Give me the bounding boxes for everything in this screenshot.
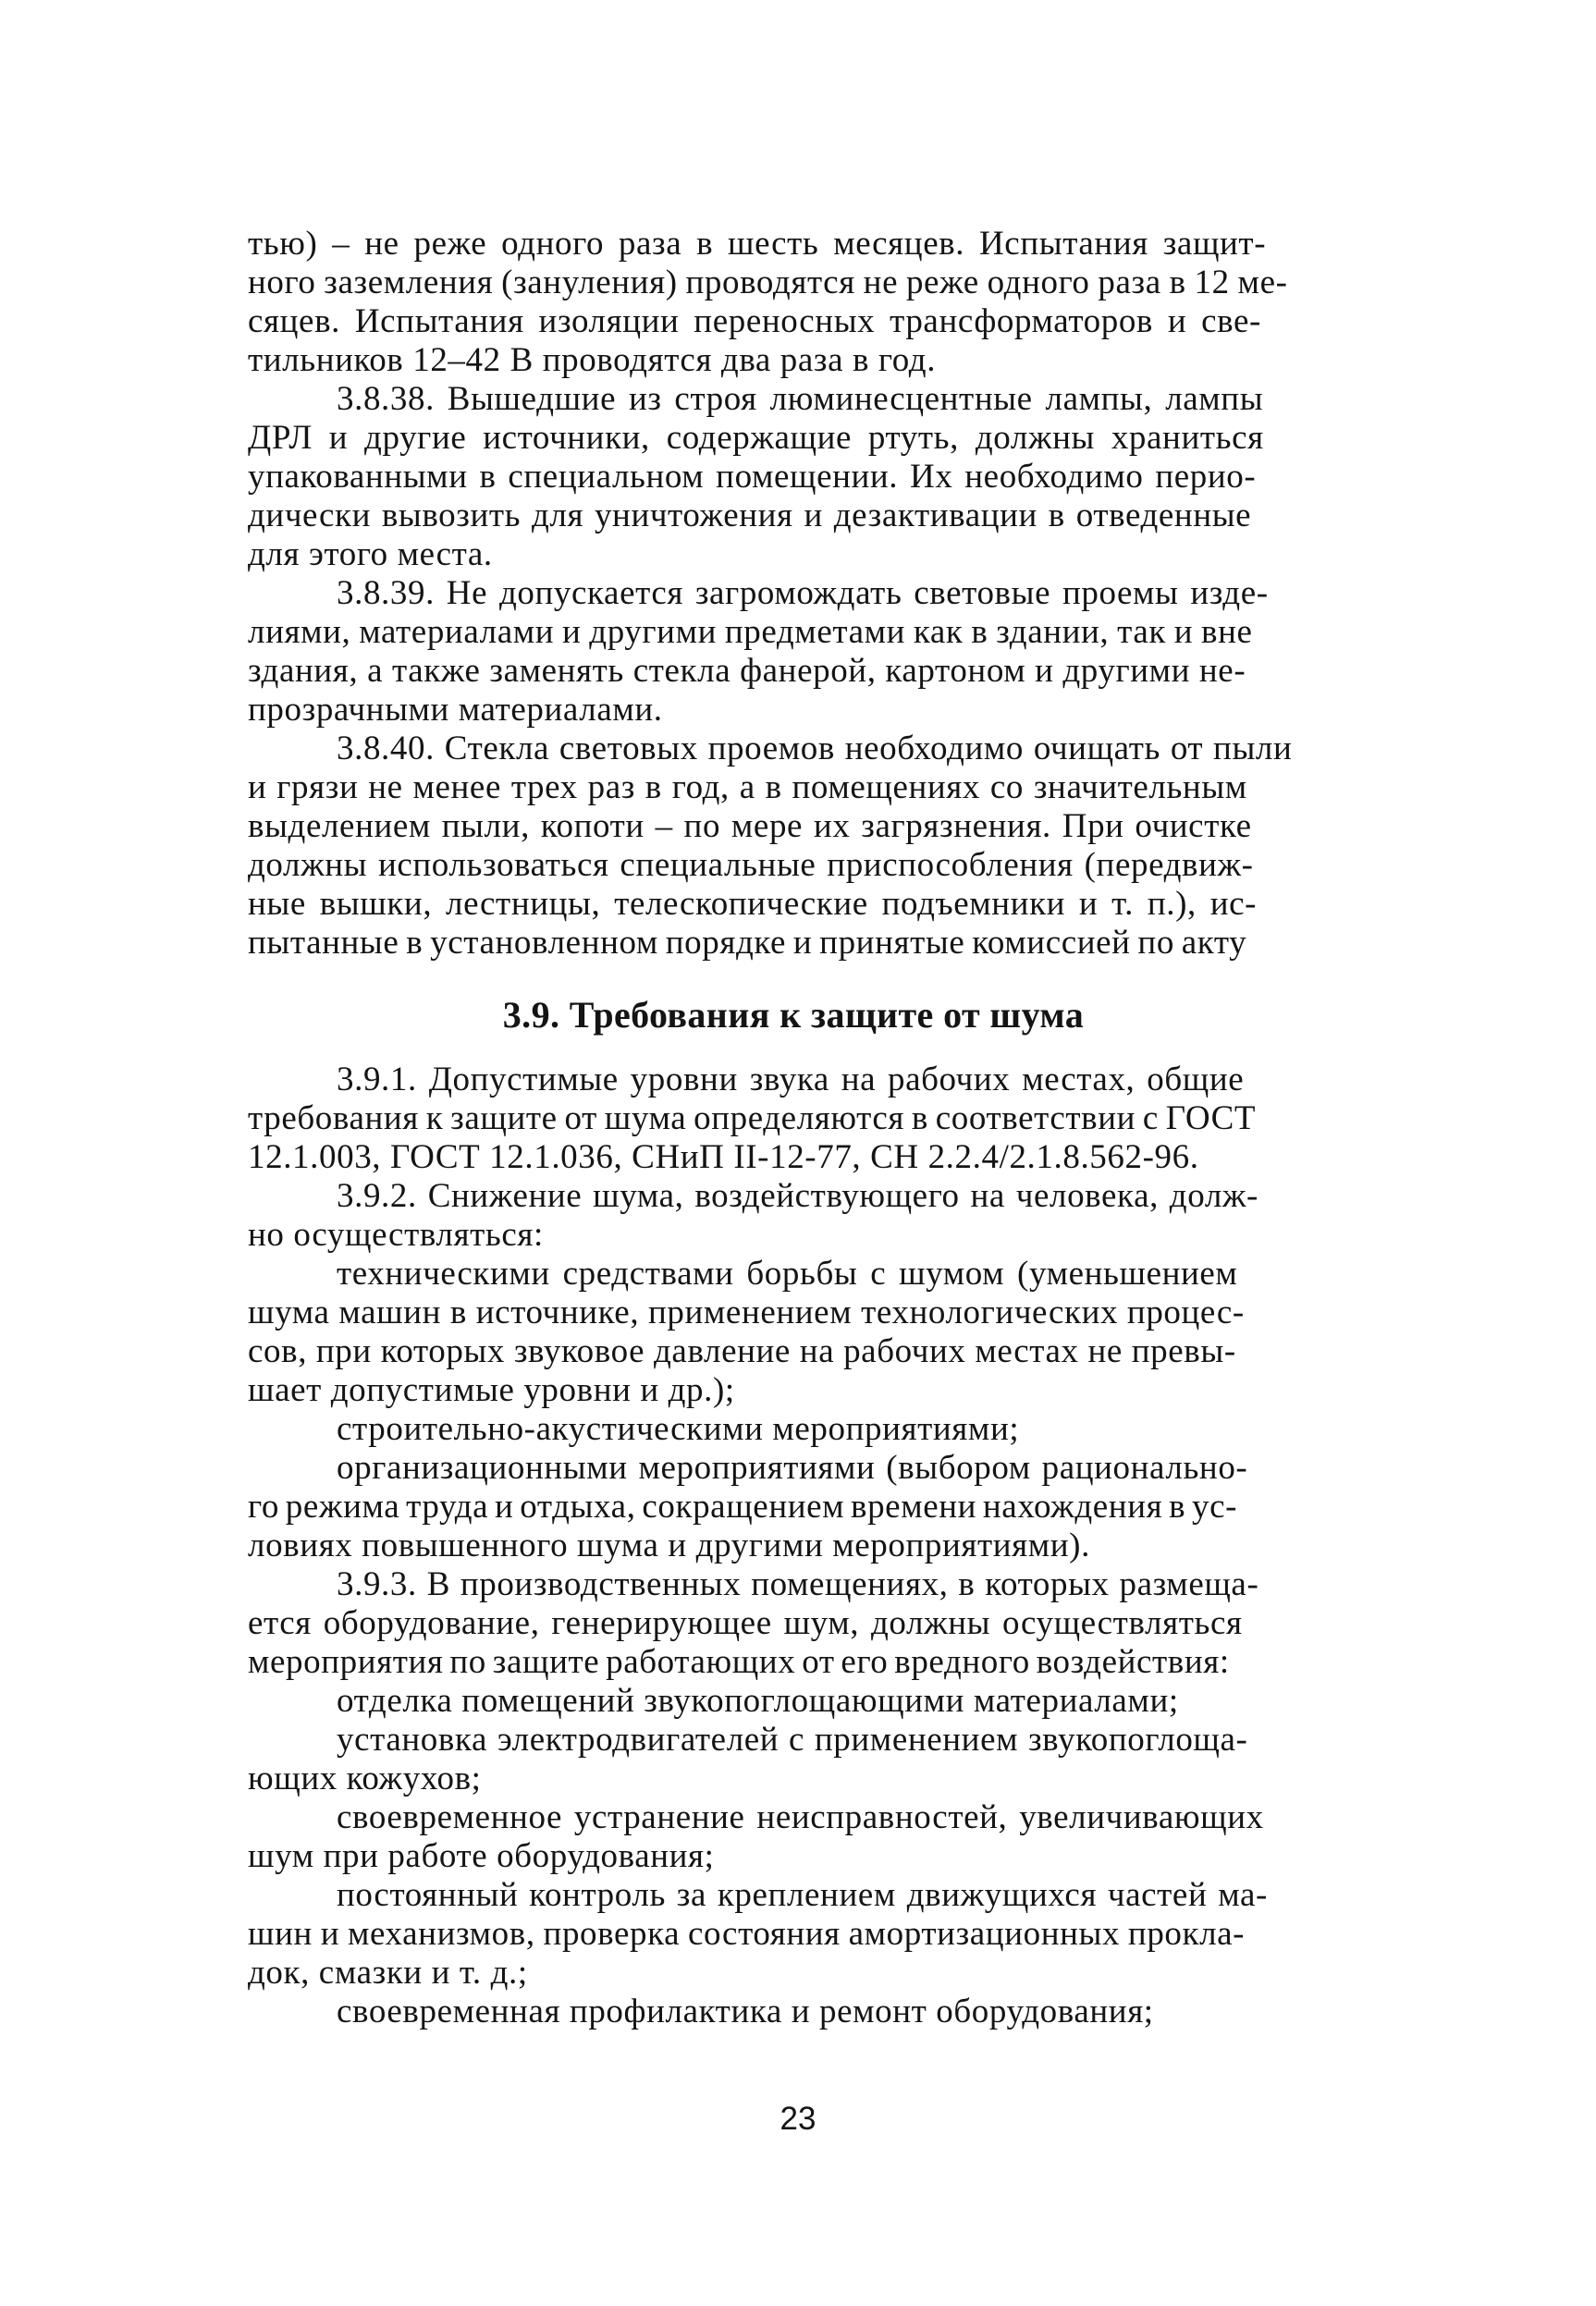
text-line: отделка помещений звукопоглощающими материалами; — [337, 1682, 1179, 1720]
text-line: ющих кожухов; — [248, 1760, 482, 1797]
text-line: 3.9.1. Допустимые уровни звука на рабочих местах, общие — [337, 1061, 1245, 1098]
text-line: выделением пыли, копоти – по мере их загрязнения. При очистке — [248, 807, 1252, 845]
text-line: 3.8.38. Вышедшие из строя люминесцентные лампы, лампы — [337, 380, 1264, 418]
text-line: ного заземления (зануления) проводятся не реже одного раза в 12 ме- — [248, 264, 1288, 301]
text-line: док, смазки и т. д.; — [248, 1954, 528, 1992]
text-line: сяцев. Испытания изоляции переносных трансформаторов и све- — [248, 302, 1261, 340]
text-line: своевременное устранение неисправностей, увеличивающих — [337, 1798, 1264, 1836]
text-line: установка электродвигателей с применением звукопоглоща- — [337, 1721, 1248, 1759]
text-line: прозрачными материалами. — [248, 691, 663, 729]
text-line: шает допустимые уровни и др.); — [248, 1371, 735, 1409]
text-line: для этого места. — [248, 535, 493, 573]
text-block-section-3-8 — [248, 225, 1339, 963]
text-line: требования к защите от шума определяются в соответствии с ГОСТ — [248, 1099, 1257, 1137]
text-line: но осуществляться: — [248, 1216, 544, 1254]
text-line: здания, а также заменять стекла фанерой, картоном и другими не- — [248, 652, 1246, 690]
section-heading: 3.9. Требования к защите от шума — [502, 994, 1085, 1036]
text-line: 3.8.39. Не допускается загромождать световые проемы изде- — [337, 574, 1269, 612]
text-line: строительно-акустическими мероприятиями; — [337, 1410, 1020, 1448]
text-line: должны использоваться специальные приспособления (передвиж- — [248, 846, 1254, 884]
text-line: ные вышки, лестницы, телескопические подъемники и т. п.), ис- — [248, 885, 1258, 923]
text-line: и грязи не менее трех раз в год, а в помещениях со значительным — [248, 768, 1247, 806]
page-number: 23 — [780, 2101, 816, 2137]
text-line: 3.9.3. В производственных помещениях, в которых размеща- — [337, 1565, 1259, 1603]
text-line: 12.1.003, ГОСТ 12.1.036, СНиП II-12-77, СН 2.2.4/2.1.8.562-96. — [248, 1138, 1199, 1176]
text-line: дически вывозить для уничтожения и дезактивации в отведенные — [248, 497, 1252, 534]
text-line: 3.9.2. Снижение шума, воздействующего на человека, долж- — [337, 1177, 1258, 1215]
text-line: постоянный контроль за креплением движущихся частей ма- — [337, 1876, 1268, 1914]
text-line: ловиях повышенного шума и другими мероприятиями). — [248, 1527, 1090, 1564]
text-line: шум при работе оборудования; — [248, 1837, 715, 1875]
text-line: мероприятия по защите работающих от его вредного воздействия: — [248, 1643, 1230, 1681]
text-line: тью) – не реже одного раза в шесть месяцев. Испытания защит- — [248, 225, 1267, 263]
text-line: го режима труда и отдыха, сокращением времени нахождения в ус- — [248, 1488, 1238, 1526]
text-line: лиями, материалами и другими предметами как в здании, так и вне — [248, 613, 1253, 651]
text-line: техническими средствами борьбы с шумом (уменьшением — [337, 1255, 1238, 1293]
text-line: 3.8.40. Стекла световых проемов необходимо очищать от пыли — [337, 730, 1293, 767]
text-line: ДРЛ и другие источники, содержащие ртуть, должны храниться — [248, 419, 1264, 457]
text-line: шин и механизмов, проверка состояния амортизационных прокла- — [248, 1915, 1246, 1953]
text-line: упакованными в специальном помещении. Их необходимо перио- — [248, 458, 1257, 496]
text-line: своевременная профилактика и ремонт оборудования; — [337, 1993, 1154, 2030]
text-line: организационными мероприятиями (выбором рационально- — [337, 1449, 1248, 1487]
text-line: сов, при которых звуковое давление на рабочих местах не превы- — [248, 1332, 1236, 1370]
text-line: шума машин в источнике, применением технологических процес- — [248, 1294, 1245, 1331]
text-line: ется оборудование, генерирующее шум, должны осуществляться — [248, 1604, 1243, 1642]
text-line: пытанные в установленном порядке и принятые комиссией по акту — [248, 924, 1247, 962]
text-block-section-3-9 — [248, 1061, 1339, 2031]
text-line: тильников 12–42 В проводятся два раза в год. — [248, 341, 937, 379]
